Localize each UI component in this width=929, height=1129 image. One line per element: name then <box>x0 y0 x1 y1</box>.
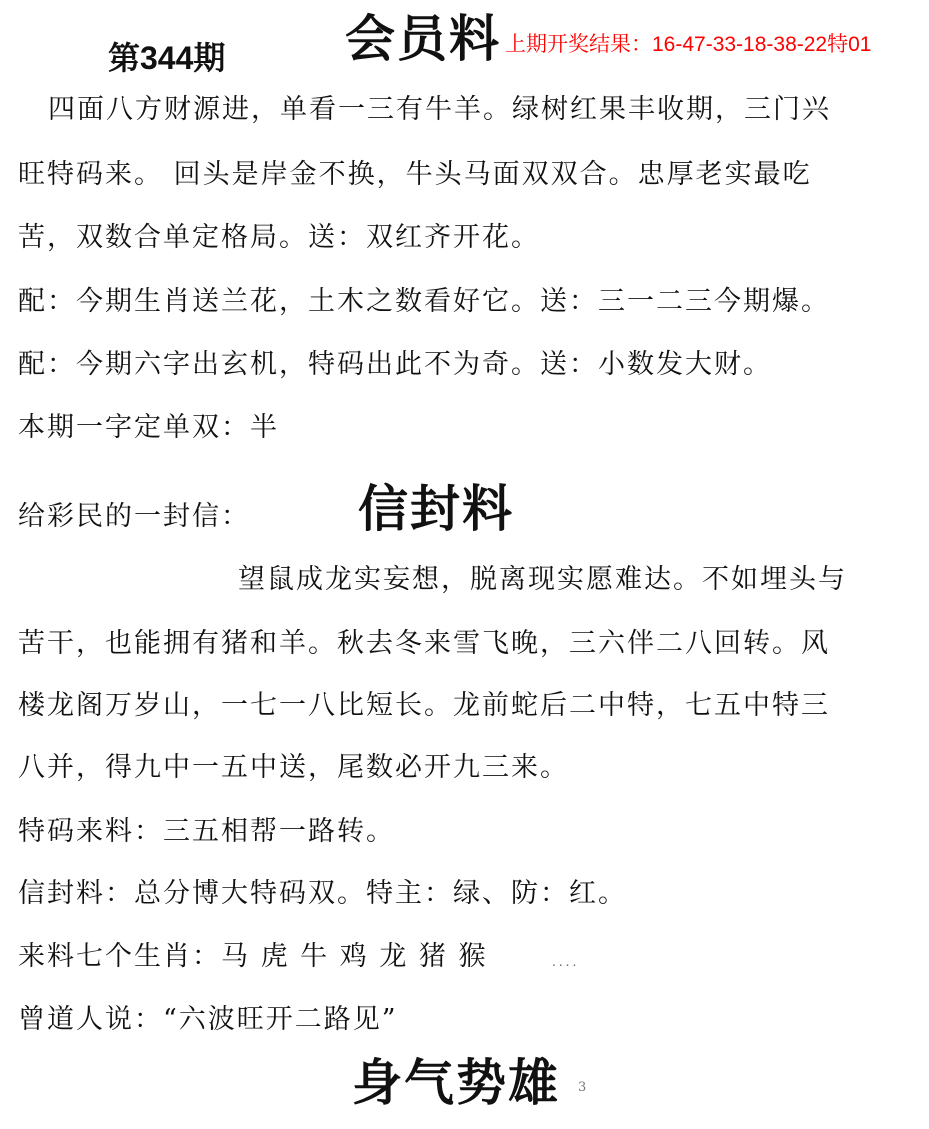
member-line: 配：今期生肖送兰花，土木之数看好它。送：三一二三今期爆。 <box>18 286 830 317</box>
member-line: 配：今期六字出玄机，特码出此不为奇。送：小数发大财。 <box>18 349 772 380</box>
special-code-line: 特码来料：三五相帮一路转。 <box>18 816 395 847</box>
corner-mark: 3 <box>578 1080 587 1095</box>
letter-title: 信封料 <box>358 479 514 538</box>
trailing-dots: .... <box>552 955 580 969</box>
member-line: 旺特码来。 回头是岸金不换，牛头马面双双合。忠厚老实最吃 <box>18 159 812 190</box>
single-double-line: 本期一字定单双：半 <box>18 412 279 443</box>
letter-line: 苦干，也能拥有猪和羊。秋去冬来雪飞晚，三六伴二八回转。风 <box>18 628 830 659</box>
member-line: 四面八方财源进，单看一三有牛羊。绿树红果丰收期，三门兴 <box>48 94 831 125</box>
letter-line: 八并，得九中一五中送，尾数必开九三来。 <box>18 752 569 783</box>
envelope-line: 信封料：总分博大特码双。特主：绿、防：红。 <box>18 878 627 909</box>
letter-line: 楼龙阁万岁山，一七一八比短长。龙前蛇后二中特，七五中特三 <box>18 690 830 721</box>
member-title: 会员料 <box>345 9 501 68</box>
letter-line: 望鼠成龙实妄想，脱离现实愿难达。不如埋头与 <box>238 564 847 595</box>
last-draw-result: 上期开奖结果：16-47-33-18-38-22特01 <box>505 33 872 56</box>
member-line: 苦，双数合单定格局。送：双红齐开花。 <box>18 222 540 253</box>
closing-title: 身气势雄 <box>352 1053 560 1112</box>
saying-line: 曾道人说：“六波旺开二路见” <box>18 1004 398 1035</box>
letter-intro: 给彩民的一封信： <box>18 501 250 532</box>
issue-number: 第344期 <box>108 40 226 76</box>
zodiac-line: 来料七个生肖：马 虎 牛 鸡 龙 猪 猴 <box>18 941 488 972</box>
